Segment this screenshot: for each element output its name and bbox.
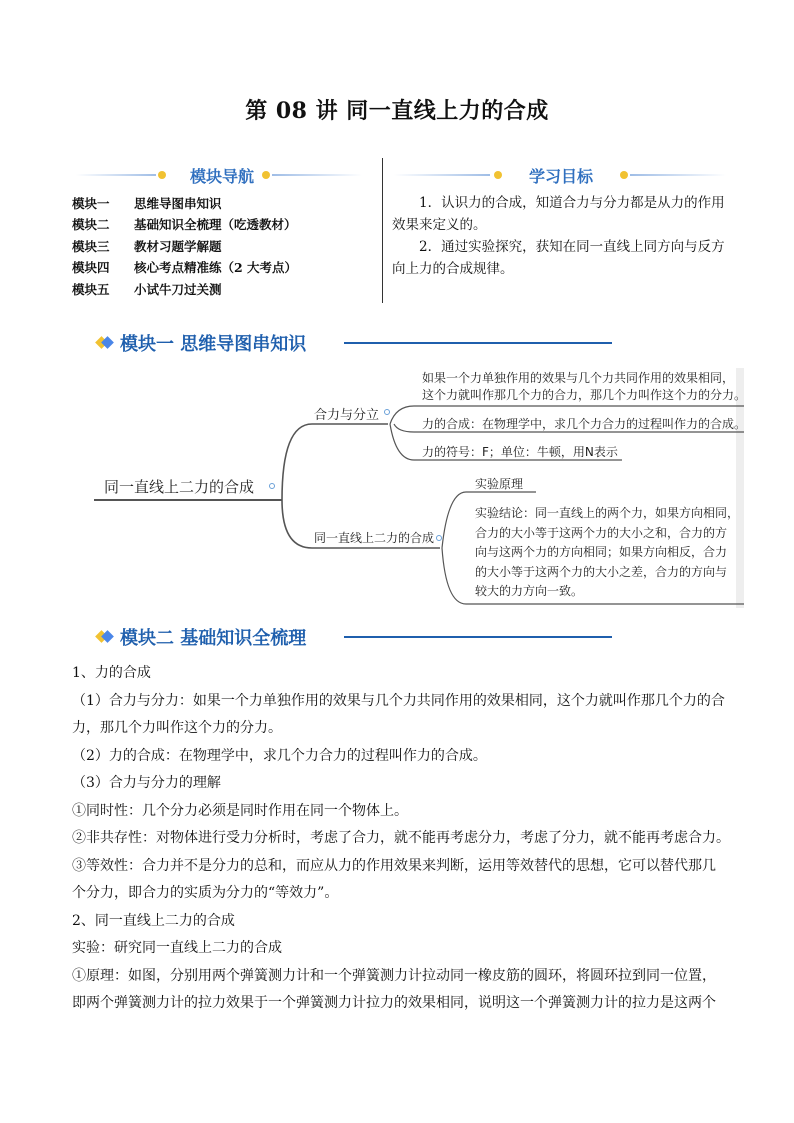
nav-item-key: 模块三	[72, 238, 110, 254]
page-title: 第 08 讲 同一直线上力的合成	[245, 98, 549, 124]
body-line: 2、同一直线上二力的合成	[72, 912, 235, 929]
goal-item: 2．通过实验探究，获知在同一直线上同方向与反方向上力的合成规律。	[392, 239, 725, 277]
nav-item	[72, 235, 372, 257]
body-line: 即两个弹簧测力计的拉力效果于一个弹簧测力计拉力的效果相同，说明这一个弹簧测力计的拉力是这两个	[72, 995, 716, 1011]
nav-item-key: 模块二	[72, 217, 110, 233]
body-line: ②非共存性：对物体进行受力分析时，考虑了合力，就不能再考虑分力，考虑了分力，就不能再考虑合力。	[72, 830, 730, 846]
dot-icon	[494, 171, 502, 179]
nav-item	[72, 257, 372, 279]
body-line: 实验：研究同一直线上二力的合成	[72, 940, 282, 956]
goal-item: 1．认识力的合成，知道合力与分力都是从力的作用效果来定义的。	[392, 195, 725, 233]
leaf-line: 向与这两个力的方向相同；如果方向相反，合力	[475, 545, 728, 559]
body-text	[72, 660, 732, 1018]
dot-icon	[262, 171, 270, 179]
body-line: ①同时性：几个分力必须是同时作用在同一个物体上。	[72, 802, 408, 819]
body-line: 1、力的合成	[72, 665, 151, 681]
diamond-icon	[96, 334, 114, 352]
body-line: （1）合力与分力：如果一个力单独作用的效果与几个力共同作用的效果相同，这个力就叫作那几个力的合	[72, 692, 725, 709]
mind-map-leaf	[475, 504, 739, 602]
body-line: 力，那几个力叫作这个力的分力。	[72, 720, 282, 736]
header-line-left	[394, 174, 490, 176]
body-line: ①原理：如图，分别用两个弹簧测力计和一个弹簧测力计拉动同一橡皮筋的圆环，将圆环拉到同一位置，	[72, 967, 716, 984]
nav-item	[72, 214, 372, 236]
nav-item-key: 模块一	[72, 195, 110, 211]
diamond-icon	[96, 628, 114, 646]
mind-map-root: 同一直线上二力的合成	[104, 478, 255, 496]
section-rule	[344, 342, 612, 344]
mind-map-leaf	[422, 370, 746, 404]
nav-item-label: 基础知识全梳理（吃透教材）	[134, 217, 297, 233]
body-line: ③等效性：合力并不是分力的总和，而应从力的作用效果来判断，运用等效替代的思想，它可以替代那几	[72, 857, 716, 874]
section-header-1	[96, 328, 616, 358]
section-header-2	[96, 622, 616, 652]
goals-header-label: 学习目标	[528, 166, 593, 186]
dot-icon	[158, 171, 166, 179]
nav-item-label: 小试牛刀过关测	[134, 281, 222, 297]
body-line: 个分力，即合力的实质为分力的“等效力”。	[72, 885, 339, 901]
mind-map-leaf: 力的符号：F；单位：牛顿，用N表示	[422, 445, 618, 459]
header-line-right	[630, 174, 726, 176]
body-line: （2）力的合成：在物理学中，求几个力合力的过程叫作力的合成。	[72, 747, 487, 764]
column-divider	[382, 158, 383, 303]
nav-item-label: 核心考点精准练（2 大考点）	[134, 260, 298, 276]
leaf-line: 这个力就叫作那几个力的合力，那几个力叫作这个力的分力。	[422, 388, 747, 402]
section-rule	[344, 636, 612, 638]
nav-item	[72, 192, 372, 214]
dot-icon	[620, 171, 628, 179]
leaf-line: 如果一个力单独作用的效果与几个力共同作用的效果相同，	[422, 371, 735, 385]
body-line: （3）合力与分力的理解	[72, 775, 221, 791]
leaf-line: 较大的力方向一致。	[475, 584, 584, 598]
leaf-line: 合力的大小等于这两个力的大小之和，合力的方	[475, 525, 728, 540]
mind-map-branch: 同一直线上二力的合成	[314, 531, 435, 545]
nav-item-key: 模块五	[72, 281, 110, 297]
leaf-line: 的大小等于这两个力的大小之差，合力的方向与	[475, 564, 728, 579]
nav-item-key: 模块四	[72, 260, 110, 276]
nav-item-label: 教材习题学解题	[134, 238, 222, 254]
section-title: 模块一 思维导图串知识	[120, 334, 307, 355]
mind-map-branch: 合力与分立	[314, 408, 380, 423]
mind-map	[90, 362, 750, 612]
header-line-right	[272, 174, 362, 176]
nav-list	[72, 192, 372, 300]
goals-list	[392, 192, 732, 280]
nav-item-label: 思维导图串知识	[134, 195, 222, 211]
mind-map-leaf: 实验原理	[475, 477, 524, 491]
goals-header	[390, 162, 732, 188]
header-line-left	[76, 174, 156, 176]
nav-header	[72, 162, 372, 188]
intro-panel	[72, 158, 732, 303]
mind-map-leaf: 力的合成：在物理学中，求几个力合力的过程叫作力的合成。	[422, 417, 747, 431]
nav-item	[72, 278, 372, 300]
section-title: 模块二 基础知识全梳理	[120, 628, 307, 649]
nav-header-label: 模块导航	[189, 166, 254, 186]
leaf-line: 实验结论：同一直线上的两个力，如果方向相同，	[475, 506, 740, 520]
